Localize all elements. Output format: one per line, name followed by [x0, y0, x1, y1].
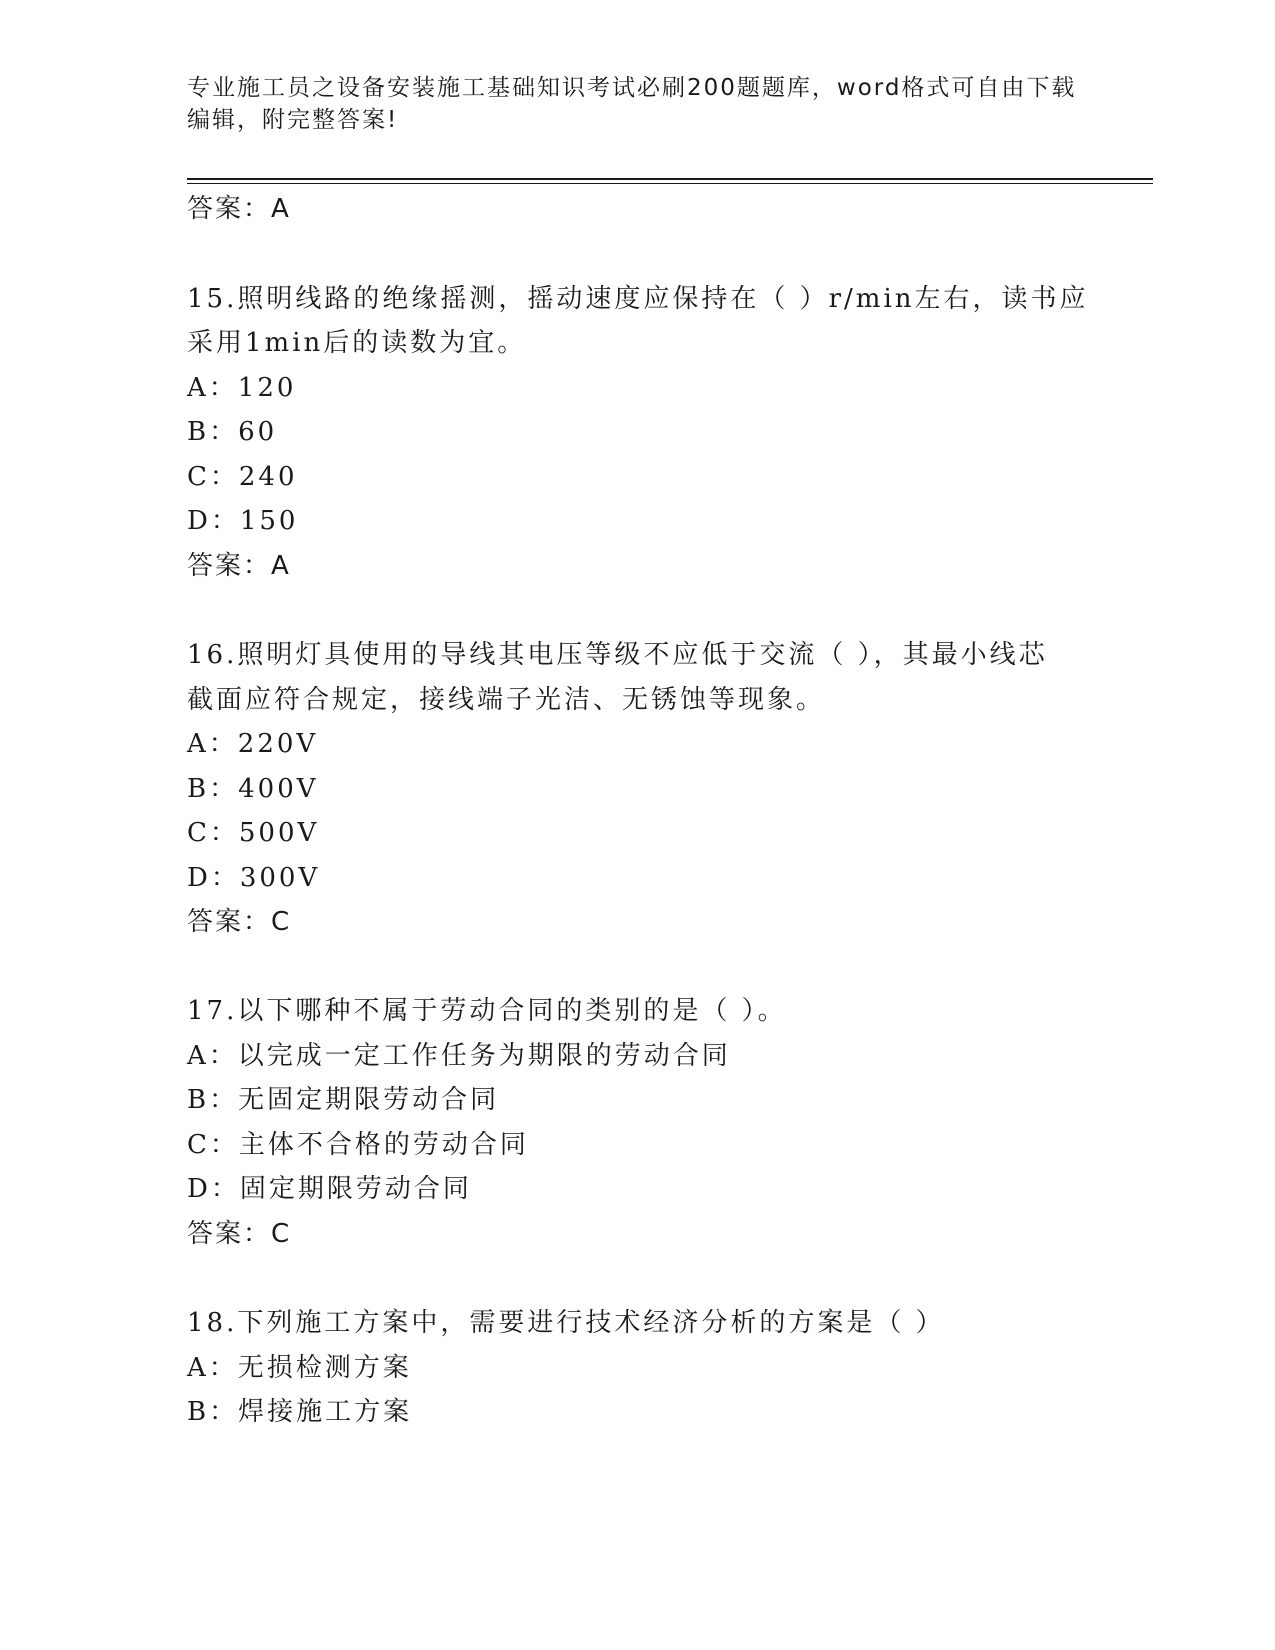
question-stem: 15.照明线路的绝缘摇测，摇动速度应保持在（ ）r/min左右，读书应: [187, 284, 1089, 314]
header-line-1: 专业施工员之设备安装施工基础知识考试必刷200题题库，word格式可自由下载: [187, 75, 1077, 101]
option-item: B：400V: [187, 774, 319, 804]
option-item: B：无固定期限劳动合同: [187, 1085, 500, 1115]
header-rule-thin: [187, 183, 1153, 184]
option-item: D：固定期限劳动合同: [187, 1174, 472, 1204]
option-item: D：300V: [187, 863, 321, 893]
option-item: C：500V: [187, 818, 320, 848]
question-stem: 18.下列施工方案中，需要进行技术经济分析的方案是（ ）: [187, 1308, 945, 1338]
document-header: [187, 72, 1087, 136]
option-item: A：220V: [187, 729, 319, 759]
question-stem: 采用1min后的读数为宜。: [187, 328, 527, 358]
option-item: B：焊接施工方案: [187, 1397, 413, 1427]
option-item: A：以完成一定工作任务为期限的劳动合同: [187, 1041, 731, 1071]
answer-line: 答案：A: [187, 551, 291, 581]
option-item: A：120: [187, 373, 297, 403]
header-rule-thick: [187, 178, 1153, 180]
question-stem: 16.照明灯具使用的导线其电压等级不应低于交流（ ），其最小线芯: [187, 640, 1048, 670]
header-line-2: 编辑，附完整答案!: [187, 107, 399, 133]
option-item: A：无损检测方案: [187, 1353, 412, 1383]
question-stem: 17.以下哪种不属于劳动合同的类别的是（ ）。: [187, 996, 787, 1026]
answer-line: 答案：A: [187, 194, 291, 224]
option-item: D：150: [187, 506, 299, 536]
answer-line: 答案：C: [187, 907, 292, 937]
option-item: C：240: [187, 462, 298, 492]
answer-line: 答案：C: [187, 1219, 292, 1249]
option-item: B：60: [187, 417, 278, 447]
option-item: C：主体不合格的劳动合同: [187, 1130, 529, 1160]
question-stem: 截面应符合规定，接线端子光洁、无锈蚀等现象。: [187, 685, 826, 715]
